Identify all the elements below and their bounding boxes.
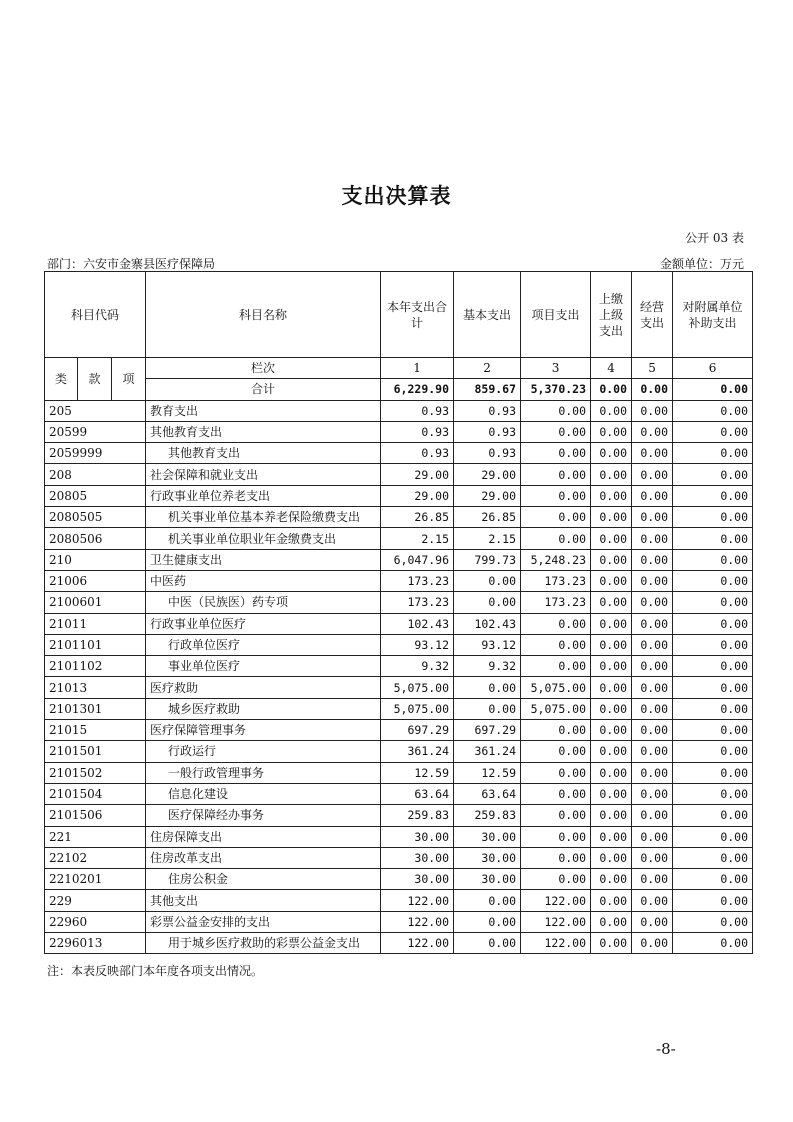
- header-upper: 上缴上级支出: [591, 272, 632, 358]
- table-row: [45, 592, 753, 613]
- row-total: 5,075.00: [381, 698, 454, 719]
- row-total: 102.43: [381, 613, 454, 634]
- row-code: 2101502: [45, 762, 146, 783]
- row-business: 0.00: [632, 421, 673, 442]
- row-project: 0.00: [521, 847, 591, 868]
- row-subsidiary: 0.00: [673, 826, 753, 847]
- row-code: 2296013: [45, 933, 146, 954]
- table-row: [45, 847, 753, 868]
- row-project: 0.00: [521, 485, 591, 506]
- row-project: 0.00: [521, 634, 591, 655]
- row-upper: 0.00: [591, 826, 632, 847]
- row-code: 2101101: [45, 634, 146, 655]
- row-upper: 0.00: [591, 549, 632, 570]
- column-index-6: 6: [673, 358, 753, 379]
- row-upper: 0.00: [591, 485, 632, 506]
- header-code: 科目代码: [45, 272, 146, 358]
- row-business: 0.00: [632, 762, 673, 783]
- row-business: 0.00: [632, 528, 673, 549]
- row-basic: 697.29: [454, 720, 521, 741]
- total-row: [45, 379, 753, 400]
- row-name: 机关事业单位基本养老保险缴费支出: [146, 507, 381, 528]
- row-name: 住房公积金: [146, 869, 381, 890]
- row-code: 2101506: [45, 805, 146, 826]
- row-basic: 2.15: [454, 528, 521, 549]
- row-total: 697.29: [381, 720, 454, 741]
- row-name: 社会保障和就业支出: [146, 464, 381, 485]
- row-business: 0.00: [632, 783, 673, 804]
- row-project: 122.00: [521, 911, 591, 932]
- row-business: 0.00: [632, 507, 673, 528]
- table-row: [45, 741, 753, 762]
- row-basic: 799.73: [454, 549, 521, 570]
- row-total: 63.64: [381, 783, 454, 804]
- table-row: [45, 826, 753, 847]
- row-name: 中医药: [146, 570, 381, 591]
- row-business: 0.00: [632, 400, 673, 421]
- row-business: 0.00: [632, 741, 673, 762]
- row-code: 2210201: [45, 869, 146, 890]
- row-name: 一般行政管理事务: [146, 762, 381, 783]
- row-code: 21013: [45, 677, 146, 698]
- table-row: [45, 656, 753, 677]
- table-row: [45, 677, 753, 698]
- table-row: [45, 698, 753, 719]
- row-basic: 102.43: [454, 613, 521, 634]
- row-total: 2.15: [381, 528, 454, 549]
- row-upper: 0.00: [591, 783, 632, 804]
- row-code: 21006: [45, 570, 146, 591]
- row-project: 0.00: [521, 421, 591, 442]
- row-business: 0.00: [632, 443, 673, 464]
- row-total: 173.23: [381, 592, 454, 613]
- row-project: 0.00: [521, 720, 591, 741]
- row-code: 22102: [45, 847, 146, 868]
- total-label: 合计: [146, 379, 381, 400]
- amount-unit-label: 金额单位：万元: [659, 257, 744, 271]
- row-basic: 0.93: [454, 421, 521, 442]
- row-upper: 0.00: [591, 890, 632, 911]
- row-basic: 26.85: [454, 507, 521, 528]
- row-project: 0.00: [521, 762, 591, 783]
- row-project: 173.23: [521, 570, 591, 591]
- row-total: 26.85: [381, 507, 454, 528]
- row-code: 20805: [45, 485, 146, 506]
- row-total: 361.24: [381, 741, 454, 762]
- header-xiang: 项: [112, 358, 146, 401]
- row-business: 0.00: [632, 826, 673, 847]
- row-total: 259.83: [381, 805, 454, 826]
- row-project: 0.00: [521, 443, 591, 464]
- row-upper: 0.00: [591, 677, 632, 698]
- row-project: 173.23: [521, 592, 591, 613]
- row-total: 30.00: [381, 847, 454, 868]
- table-row: [45, 443, 753, 464]
- page-number: -8-: [656, 1040, 676, 1058]
- row-code: 21015: [45, 720, 146, 741]
- row-basic: 30.00: [454, 847, 521, 868]
- row-total: 122.00: [381, 933, 454, 954]
- page-title: 支出决算表: [341, 184, 452, 208]
- row-project: 0.00: [521, 528, 591, 549]
- row-subsidiary: 0.00: [673, 421, 753, 442]
- row-subsidiary: 0.00: [673, 613, 753, 634]
- row-upper: 0.00: [591, 933, 632, 954]
- header-name: 科目名称: [146, 272, 381, 358]
- row-business: 0.00: [632, 570, 673, 591]
- row-project: 0.00: [521, 400, 591, 421]
- row-subsidiary: 0.00: [673, 783, 753, 804]
- row-total: 30.00: [381, 826, 454, 847]
- table-row: [45, 911, 753, 932]
- row-business: 0.00: [632, 549, 673, 570]
- total-project: 5,370.23: [521, 379, 591, 400]
- row-upper: 0.00: [591, 443, 632, 464]
- row-subsidiary: 0.00: [673, 762, 753, 783]
- row-basic: 361.24: [454, 741, 521, 762]
- header-basic: 基本支出: [454, 272, 521, 358]
- row-code: 2080506: [45, 528, 146, 549]
- row-code: 221: [45, 826, 146, 847]
- row-total: 0.93: [381, 443, 454, 464]
- row-total: 5,075.00: [381, 677, 454, 698]
- row-business: 0.00: [632, 656, 673, 677]
- row-subsidiary: 0.00: [673, 698, 753, 719]
- column-index-3: 3: [521, 358, 591, 379]
- row-upper: 0.00: [591, 720, 632, 741]
- row-code: 229: [45, 890, 146, 911]
- row-basic: 0.00: [454, 698, 521, 719]
- row-business: 0.00: [632, 911, 673, 932]
- column-index-5: 5: [632, 358, 673, 379]
- column-index-label: 栏次: [146, 358, 381, 379]
- row-upper: 0.00: [591, 911, 632, 932]
- row-name: 医疗保障经办事务: [146, 805, 381, 826]
- row-basic: 0.00: [454, 933, 521, 954]
- row-basic: 29.00: [454, 485, 521, 506]
- row-upper: 0.00: [591, 613, 632, 634]
- row-subsidiary: 0.00: [673, 890, 753, 911]
- total-total: 6,229.90: [381, 379, 454, 400]
- row-total: 122.00: [381, 890, 454, 911]
- row-project: 5,075.00: [521, 677, 591, 698]
- row-code: 22960: [45, 911, 146, 932]
- row-total: 30.00: [381, 869, 454, 890]
- table-row: [45, 762, 753, 783]
- row-business: 0.00: [632, 634, 673, 655]
- row-subsidiary: 0.00: [673, 507, 753, 528]
- header-kuan: 款: [78, 358, 112, 401]
- row-name: 行政事业单位养老支出: [146, 485, 381, 506]
- column-index-2: 2: [454, 358, 521, 379]
- row-name: 行政事业单位医疗: [146, 613, 381, 634]
- row-code: 2101504: [45, 783, 146, 804]
- table-row: [45, 805, 753, 826]
- row-basic: 93.12: [454, 634, 521, 655]
- header-business: 经营支出: [632, 272, 673, 358]
- row-total: 93.12: [381, 634, 454, 655]
- row-basic: 0.00: [454, 570, 521, 591]
- row-upper: 0.00: [591, 421, 632, 442]
- row-project: 0.00: [521, 613, 591, 634]
- row-subsidiary: 0.00: [673, 741, 753, 762]
- row-upper: 0.00: [591, 528, 632, 549]
- table-row: [45, 421, 753, 442]
- department-label: 部门：六安市金寨县医疗保障局: [47, 257, 216, 271]
- row-code: 2101102: [45, 656, 146, 677]
- row-business: 0.00: [632, 698, 673, 719]
- table-number: 公开 03 表: [685, 231, 744, 245]
- row-basic: 0.00: [454, 911, 521, 932]
- row-business: 0.00: [632, 592, 673, 613]
- row-upper: 0.00: [591, 400, 632, 421]
- table-row: [45, 570, 753, 591]
- row-basic: 12.59: [454, 762, 521, 783]
- row-upper: 0.00: [591, 847, 632, 868]
- row-total: 173.23: [381, 570, 454, 591]
- footnote: 注：本表反映部门本年度各项支出情况。: [47, 964, 264, 978]
- row-code: 20599: [45, 421, 146, 442]
- row-subsidiary: 0.00: [673, 464, 753, 485]
- row-project: 5,075.00: [521, 698, 591, 719]
- table-row: [45, 783, 753, 804]
- row-business: 0.00: [632, 933, 673, 954]
- row-project: 0.00: [521, 826, 591, 847]
- row-upper: 0.00: [591, 762, 632, 783]
- header-project: 项目支出: [521, 272, 591, 358]
- row-project: 0.00: [521, 741, 591, 762]
- column-index-1: 1: [381, 358, 454, 379]
- row-code: 2080505: [45, 507, 146, 528]
- table-row: [45, 549, 753, 570]
- row-project: 0.00: [521, 869, 591, 890]
- row-subsidiary: 0.00: [673, 485, 753, 506]
- row-business: 0.00: [632, 805, 673, 826]
- row-basic: 0.93: [454, 400, 521, 421]
- row-subsidiary: 0.00: [673, 634, 753, 655]
- row-business: 0.00: [632, 847, 673, 868]
- row-project: 122.00: [521, 933, 591, 954]
- row-basic: 30.00: [454, 869, 521, 890]
- row-name: 其他教育支出: [146, 443, 381, 464]
- table-row: [45, 485, 753, 506]
- row-business: 0.00: [632, 485, 673, 506]
- row-code: 2101501: [45, 741, 146, 762]
- table-row: [45, 400, 753, 421]
- row-basic: 259.83: [454, 805, 521, 826]
- total-subsidiary: 0.00: [673, 379, 753, 400]
- row-name: 用于城乡医疗救助的彩票公益金支出: [146, 933, 381, 954]
- row-name: 信息化建设: [146, 783, 381, 804]
- row-name: 城乡医疗救助: [146, 698, 381, 719]
- row-total: 29.00: [381, 485, 454, 506]
- row-business: 0.00: [632, 890, 673, 911]
- row-project: 0.00: [521, 656, 591, 677]
- table-row: [45, 720, 753, 741]
- total-basic: 859.67: [454, 379, 521, 400]
- row-total: 0.93: [381, 421, 454, 442]
- row-name: 教育支出: [146, 400, 381, 421]
- row-upper: 0.00: [591, 634, 632, 655]
- row-total: 0.93: [381, 400, 454, 421]
- row-project: 122.00: [521, 890, 591, 911]
- total-upper: 0.00: [591, 379, 632, 400]
- row-code: 2100601: [45, 592, 146, 613]
- table-row: [45, 464, 753, 485]
- row-name: 行政运行: [146, 741, 381, 762]
- row-basic: 29.00: [454, 464, 521, 485]
- row-upper: 0.00: [591, 592, 632, 613]
- row-name: 卫生健康支出: [146, 549, 381, 570]
- row-total: 6,047.96: [381, 549, 454, 570]
- header-subsidiary: 对附属单位补助支出: [673, 272, 753, 358]
- row-project: 0.00: [521, 464, 591, 485]
- row-subsidiary: 0.00: [673, 592, 753, 613]
- row-subsidiary: 0.00: [673, 443, 753, 464]
- row-code: 21011: [45, 613, 146, 634]
- row-basic: 0.93: [454, 443, 521, 464]
- expenditure-table: [44, 271, 753, 954]
- row-name: 其他支出: [146, 890, 381, 911]
- row-subsidiary: 0.00: [673, 847, 753, 868]
- row-name: 中医（民族医）药专项: [146, 592, 381, 613]
- row-subsidiary: 0.00: [673, 911, 753, 932]
- row-name: 医疗救助: [146, 677, 381, 698]
- row-business: 0.00: [632, 613, 673, 634]
- row-business: 0.00: [632, 720, 673, 741]
- row-business: 0.00: [632, 677, 673, 698]
- row-business: 0.00: [632, 464, 673, 485]
- row-code: 2059999: [45, 443, 146, 464]
- row-basic: 9.32: [454, 656, 521, 677]
- row-upper: 0.00: [591, 656, 632, 677]
- table-row: [45, 890, 753, 911]
- row-subsidiary: 0.00: [673, 869, 753, 890]
- table-row: [45, 528, 753, 549]
- table-row: [45, 869, 753, 890]
- row-code: 2101301: [45, 698, 146, 719]
- table-row: [45, 933, 753, 954]
- row-subsidiary: 0.00: [673, 400, 753, 421]
- header-total: 本年支出合计: [381, 272, 454, 358]
- row-total: 29.00: [381, 464, 454, 485]
- row-basic: 0.00: [454, 677, 521, 698]
- row-project: 0.00: [521, 783, 591, 804]
- row-total: 9.32: [381, 656, 454, 677]
- row-business: 0.00: [632, 869, 673, 890]
- row-name: 住房保障支出: [146, 826, 381, 847]
- row-project: 0.00: [521, 507, 591, 528]
- row-name: 住房改革支出: [146, 847, 381, 868]
- row-project: 5,248.23: [521, 549, 591, 570]
- row-total: 12.59: [381, 762, 454, 783]
- row-subsidiary: 0.00: [673, 656, 753, 677]
- row-upper: 0.00: [591, 698, 632, 719]
- row-upper: 0.00: [591, 741, 632, 762]
- row-name: 机关事业单位职业年金缴费支出: [146, 528, 381, 549]
- row-project: 0.00: [521, 805, 591, 826]
- row-subsidiary: 0.00: [673, 570, 753, 591]
- row-upper: 0.00: [591, 869, 632, 890]
- row-basic: 0.00: [454, 592, 521, 613]
- row-upper: 0.00: [591, 507, 632, 528]
- row-upper: 0.00: [591, 570, 632, 591]
- row-name: 事业单位医疗: [146, 656, 381, 677]
- row-subsidiary: 0.00: [673, 805, 753, 826]
- row-subsidiary: 0.00: [673, 677, 753, 698]
- header-lei: 类: [45, 358, 78, 401]
- column-index-4: 4: [591, 358, 632, 379]
- row-total: 122.00: [381, 911, 454, 932]
- row-code: 205: [45, 400, 146, 421]
- table-row: [45, 634, 753, 655]
- row-name: 彩票公益金安排的支出: [146, 911, 381, 932]
- row-name: 其他教育支出: [146, 421, 381, 442]
- row-subsidiary: 0.00: [673, 720, 753, 741]
- table-row: [45, 613, 753, 634]
- total-business: 0.00: [632, 379, 673, 400]
- row-basic: 30.00: [454, 826, 521, 847]
- row-basic: 0.00: [454, 890, 521, 911]
- row-upper: 0.00: [591, 464, 632, 485]
- table-row: [45, 507, 753, 528]
- row-subsidiary: 0.00: [673, 528, 753, 549]
- row-code: 210: [45, 549, 146, 570]
- row-subsidiary: 0.00: [673, 933, 753, 954]
- row-name: 行政单位医疗: [146, 634, 381, 655]
- row-name: 医疗保障管理事务: [146, 720, 381, 741]
- row-upper: 0.00: [591, 805, 632, 826]
- row-code: 208: [45, 464, 146, 485]
- row-subsidiary: 0.00: [673, 549, 753, 570]
- row-basic: 63.64: [454, 783, 521, 804]
